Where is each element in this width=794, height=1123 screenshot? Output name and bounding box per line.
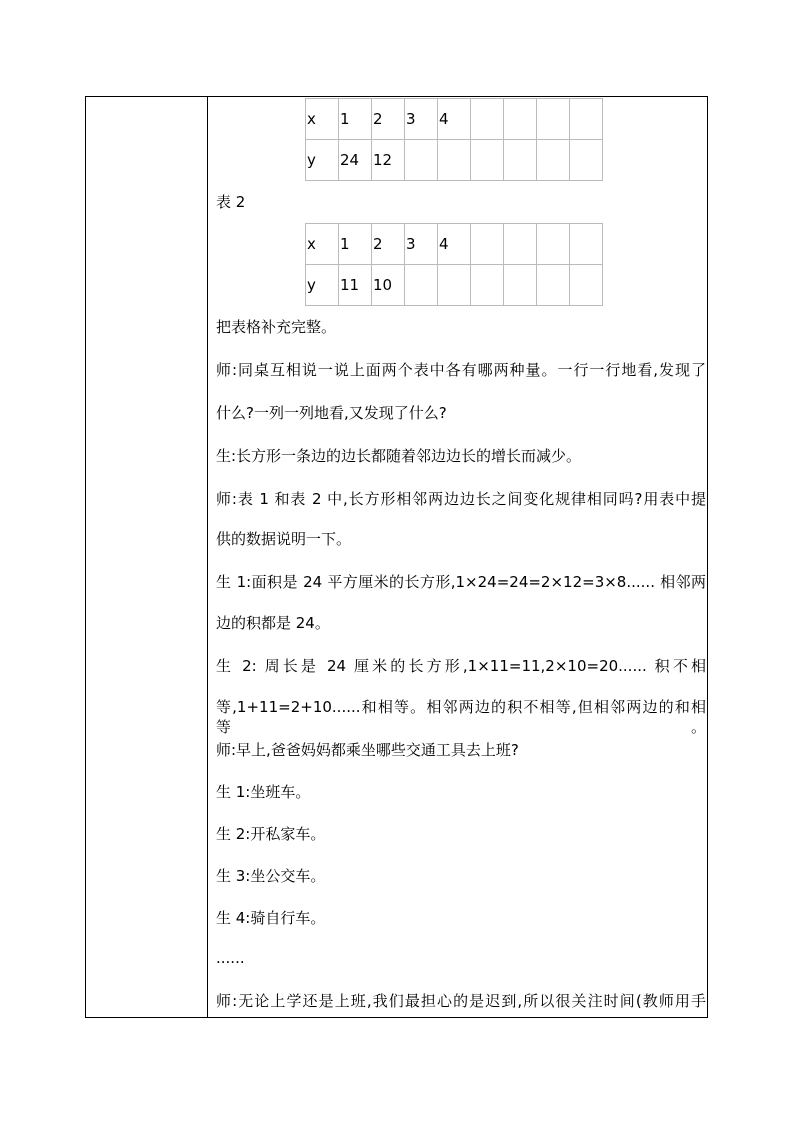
table-cell [405,265,438,306]
paragraph-line: 生 1:面积是 24 平方厘米的长方形,1×24=24=2×12=3×8...... 相邻两 [216,573,706,591]
table-cell: 12 [372,140,405,181]
table-cell [537,224,570,265]
table-cell: 4 [438,224,471,265]
paragraph-line: 什么?一列一列地看,又发现了什么? [216,404,447,422]
table-row [306,140,603,181]
paragraph-line: 生:长方形一条边的边长都随着邻边边长的增长而减少。 [216,447,582,465]
table-cell: 3 [405,224,438,265]
table-cell: 4 [438,99,471,140]
paragraph-line: 师:表 1 和表 2 中,长方形相邻两边边长之间变化规律相同吗?用表中提 [216,490,706,508]
table-cell: 2 [372,99,405,140]
paragraph-line: 等,1+11=2+10......和相等。相邻两边的积不相等,但相邻两边的和相等。 [216,698,706,736]
table-cell [504,99,537,140]
data-table-2 [305,223,603,306]
table-cell: 1 [339,99,372,140]
table-row [306,224,603,265]
table-cell: 11 [339,265,372,306]
table-cell [471,99,504,140]
table-cell [405,140,438,181]
paragraph-line: 生 4:骑自行车。 [216,909,326,927]
paragraph-line: ...... [216,949,245,967]
table-cell [504,140,537,181]
table-cell: 3 [405,99,438,140]
table-cell: 24 [339,140,372,181]
table-cell [471,224,504,265]
table-cell [537,265,570,306]
table-cell [537,140,570,181]
table-cell [471,265,504,306]
table-cell [471,140,504,181]
table-cell [570,265,603,306]
table-cell: x [306,99,339,140]
paragraph-line: 师:同桌互相说一说上面两个表中各有哪两种量。一行一行地看,发现了 [216,361,706,379]
table-cell [504,224,537,265]
paragraph-line: 师:无论上学还是上班,我们最担心的是迟到,所以很关注时间(教师用手 [216,992,706,1010]
table-row [306,265,603,306]
lesson-table [85,96,708,1018]
table-cell: 10 [372,265,405,306]
table-cell [537,99,570,140]
table-cell [570,224,603,265]
paragraph-line: 生 3:坐公交车。 [216,867,326,885]
lesson-content-cell [216,97,706,1017]
table-2-label: 表 2 [216,193,246,211]
paragraph-line: 边的积都是 24。 [216,614,330,632]
paragraph-line: 师:早上,爸爸妈妈都乘坐哪些交通工具去上班? [216,741,519,759]
table-cell [438,265,471,306]
table-cell: x [306,224,339,265]
paragraph-line: 生 2: 周长是 24 厘米的长方形,1×11=11,2×10=20...... 积不相 [216,657,706,675]
table-row [306,99,603,140]
table-cell: 2 [372,224,405,265]
table-cell: y [306,265,339,306]
paragraph-line: 把表格补充完整。 [216,318,337,336]
table-cell [570,99,603,140]
column-divider [207,97,208,1017]
table-cell [504,265,537,306]
data-table-1 [305,98,603,181]
table-cell [570,140,603,181]
table-cell [438,140,471,181]
paragraph-line: 供的数据说明一下。 [216,530,352,548]
table-cell: 1 [339,224,372,265]
table-cell: y [306,140,339,181]
paragraph-line: 生 1:坐班车。 [216,783,311,801]
paragraph-line: 生 2:开私家车。 [216,825,326,843]
